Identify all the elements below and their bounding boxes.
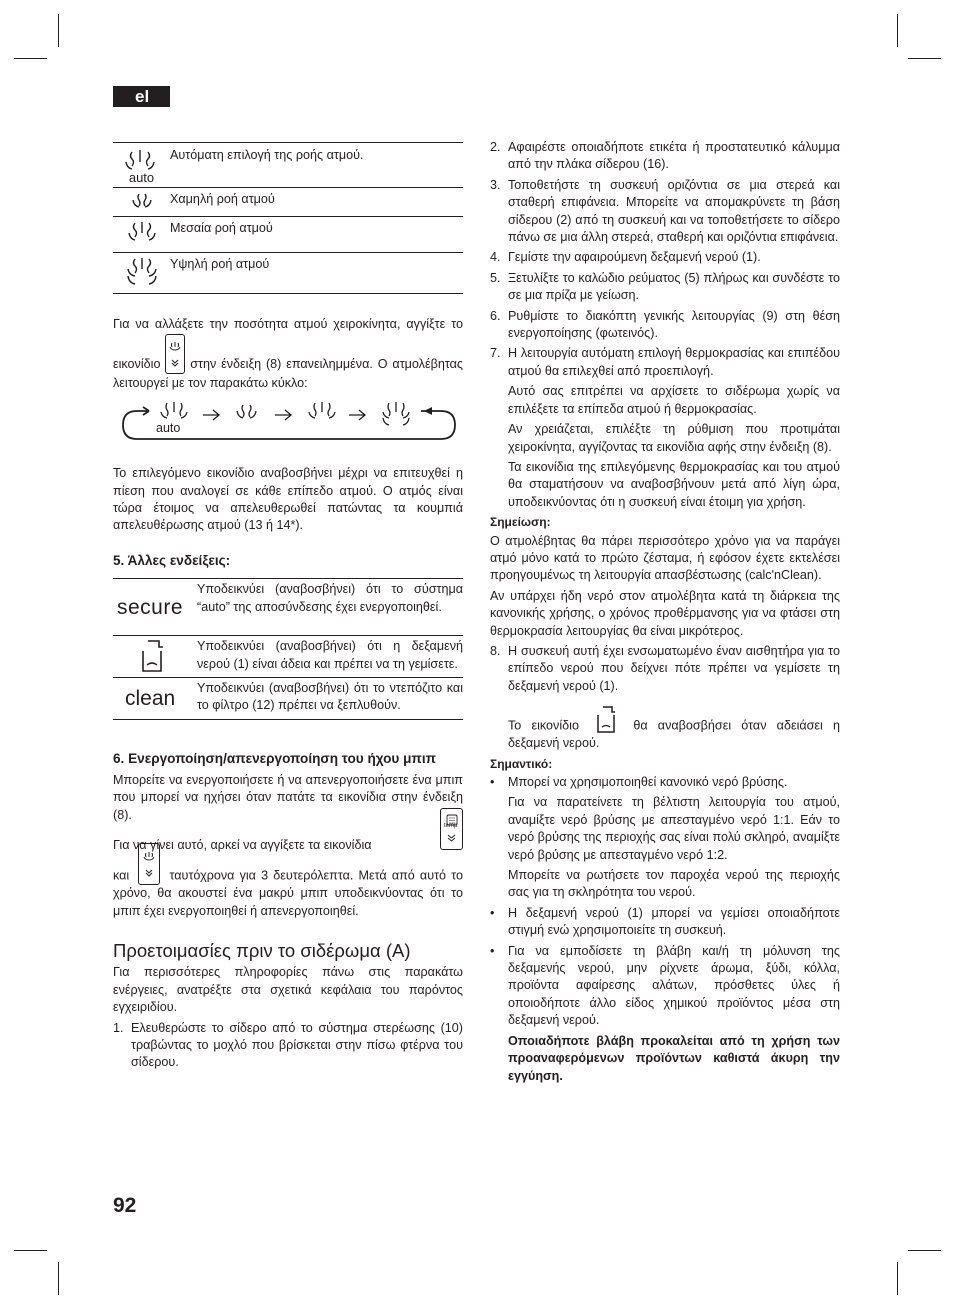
indicator-text: Υποδεικνύει (αναβοσβήνει) ότι το σύστημα “auto” της αποσύνδεσης έχει ενεργοποιηθεί. — [197, 582, 463, 614]
right-column — [490, 139, 840, 1085]
list-item — [113, 1020, 463, 1072]
paragraph: Αυτό σας επιτρέπει να αρχίσετε το σιδέρωμα χωρίς να επιλέξετε τα επίπεδα ατμού ή θερμοκρασίας. — [508, 384, 840, 416]
list-text: Η δεξαμενή νερού (1) μπορεί να γεμίσει οποιαδήποτε στιγμή ενώ χρησιμοποιείτε τη συσκευή. — [508, 905, 840, 938]
steam-touch-icon — [165, 334, 185, 374]
language-tab: el — [113, 86, 170, 107]
list-number: 7. — [490, 346, 501, 361]
indicator-table — [113, 578, 463, 720]
text: Το εικονίδιο — [508, 718, 579, 733]
steam-cycle-diagram — [119, 401, 461, 453]
left-column — [113, 142, 463, 1072]
water-tank-icon — [139, 639, 165, 675]
crop-mark — [14, 1250, 47, 1251]
list-item — [490, 943, 840, 1030]
table-row — [113, 252, 463, 293]
paragraph — [113, 865, 463, 920]
list-text: Αφαιρέστε οποιαδήποτε ετικέτα ή προστατευτικό κάλυμμα από την πλάκα σίδερου (16). — [508, 140, 840, 172]
steam-auto-text: Αυτόματη επιλογή της ροής ατμού. — [170, 143, 463, 188]
section-heading-preparation: Προετοιμασίες πριν το σιδέρωμα (A) — [113, 939, 411, 961]
note-label: Σημείωση: — [490, 515, 551, 530]
indicator-text: Υποδεικνύει (αναβοσβήνει) ότι η δεξαμενή νερού (1) είναι άδεια και πρέπει να τη γεμίσετε. — [197, 639, 463, 671]
table-row — [113, 188, 463, 217]
paragraph: Μπορείτε να ενεργοποιήσετε ή να απενεργοποιήσετε ένα μπιπ που μπορεί να ηχήσει όταν πατάτε τα εικονίδια στην ένδειξη (8). — [113, 772, 463, 822]
section-heading-5: 5. Άλλες ενδείξεις: — [113, 552, 231, 568]
list-item — [490, 905, 840, 940]
water-tank-icon — [595, 705, 617, 735]
temp-touch-icon — [440, 808, 463, 850]
list-number: 2. — [490, 140, 501, 154]
text: Για να αλλάξετε την ποσότητα ατμού χειροκίνητα, αγγίξτε το εικονίδιο — [113, 317, 463, 372]
text: ταυτόχρονα για 3 δευτερόλεπτα. Μετά από αυτό το χρόνο, θα ακουστεί ένα μακρύ μπιπ υποδεικνύοντας ότι το μπιπ έχει ενεργοποιηθεί ή απενεργοποιηθεί. — [113, 868, 463, 918]
crop-mark — [58, 14, 59, 47]
list-text: Τοποθετήστε τη συσκευή οριζόντια σε μια στερεά και σταθερή επιφάνεια. Μπορείτε να απομακρύνετε τη βάση σίδερου (2) από τη συσκευή και να τοποθετήσετε το σίδερο πάνω σε μια άλλη στερεά, σταθερή και οριζόντια επιφάνεια. — [508, 177, 840, 245]
steam-medium-icon — [126, 220, 158, 246]
list-text: Γεμίστε την αφαιρούμενη δεξαμενή νερού (1). — [508, 250, 761, 265]
steam-auto-label: auto — [128, 170, 155, 185]
steam-high-text: Υψηλή ροή ατμού — [170, 252, 463, 293]
text: και — [113, 868, 130, 883]
crop-mark — [58, 1262, 59, 1295]
crop-mark — [908, 1250, 941, 1251]
paragraph — [490, 705, 840, 752]
paragraph — [113, 823, 463, 855]
list-text: Μπορεί να χρησιμοποιηθεί κανονικό νερό βρύσης. — [508, 775, 788, 789]
list-number: 4. — [490, 250, 501, 265]
bullet: • — [490, 905, 495, 920]
table-row — [113, 579, 463, 636]
text: στην ένδειξη (8) επανειλημμένα. Ο ατμολέβητας λειτουργεί με τον παρακάτω κύκλο: — [113, 357, 463, 391]
list-number: 6. — [490, 308, 501, 323]
paragraph: Μπορείτε να ρωτήσετε τον παροχέα νερού της περιοχής σας για τη σκληρότητα του νερού. — [508, 868, 840, 900]
section-heading-6: 6. Ενεργοποίηση/απενεργοποίηση του ήχου μπιπ — [113, 750, 437, 766]
list-text: Για να εμποδίσετε τη βλάβη και/ή τη μόλυνση της δεξαμενής νερού, μην ρίχνετε άρωμα, ξύδι, κόλλα, προϊόντα αφαίρεσης αλάτων, πρόσθετες ύλες ή οποιοδήποτε άλλο είδος χημικού προϊόντος μέσα στη δεξαμενή νερού. — [508, 943, 840, 1028]
text: Για να γίνει αυτό, αρκεί να αγγίξετε τα εικονίδια — [113, 838, 372, 853]
steam-low-text: Χαμηλή ροή ατμού — [170, 188, 463, 217]
steam-low-icon — [130, 191, 154, 211]
list-item — [490, 177, 840, 247]
steam-level-table — [113, 142, 463, 294]
paragraph: Το επιλεγόμενο εικονίδιο αναβοσβήνει μέχρι να επιτευχθεί η πίεση που αναλογεί σε κάθε επίπεδο ατμού. Ο ατμός είναι τώρα έτοιμος να απελευθερωθεί πατώντας τα κουμπιά απελευθέρωσης ατμού (13 ή 14*). — [113, 466, 463, 533]
crop-mark — [897, 14, 898, 47]
list-text: Ρυθμίστε το διακόπτη γενικής λειτουργίας (9) στη θέση ενεργοποίησης (φωτεινός). — [508, 308, 840, 341]
list-item — [490, 139, 840, 174]
list-number: 5. — [490, 270, 501, 285]
paragraph: Τα εικονίδια της επιλεγόμενης θερμοκρασίας και του ατμού θα σταματήσουν να αναβοσβήνουν μετά από λίγη ώρα, υποδεικνύοντας ότι η συσκευή είναι έτοιμη για χρήση. — [508, 459, 840, 509]
crop-mark — [897, 1262, 898, 1295]
list-number: 8. — [490, 643, 501, 658]
steam-touch-icon-2 — [138, 843, 160, 885]
table-row — [113, 217, 463, 252]
table-row — [113, 678, 463, 720]
list-item — [490, 774, 840, 791]
paragraph — [113, 315, 463, 393]
cycle-auto-label: auto — [156, 421, 181, 436]
bullet: • — [490, 943, 495, 958]
bullet: • — [490, 775, 495, 789]
text: θα αναβοσβήσει όταν αδειάσει η δεξαμενή νερού. — [508, 718, 841, 751]
list-text: Ξετυλίξτε το καλώδιο ρεύματος (5) πλήρως και συνδέστε το σε μια πρίζα με γείωση. — [508, 270, 840, 303]
table-row — [113, 143, 463, 188]
list-item — [490, 249, 840, 266]
list-item — [490, 643, 840, 695]
warranty-warning: Οποιαδήποτε βλάβη προκαλείται από τη χρήση των προαναφερόμενων προϊόντων καθιστά άκυρη την εγγύηση. — [508, 1033, 840, 1083]
crop-mark — [908, 58, 941, 59]
list-item — [490, 345, 840, 380]
paragraph: Για να παρατείνετε τη βέλτιστη λειτουργία του ατμού, αναμίξτε νερό βρύσης με απεσταγμένο νερό 1:1. Εάν το νερό βρύσης της περιοχής σας είναι πολύ σκληρό, αναμίξτε νερό βρύσης με απεσταγμένο νερό 1:2. — [508, 795, 840, 862]
list-text: Η συσκευή αυτή έχει ενσωματωμένο έναν αισθητήρα για το επίπεδο νερού που δείχνει πότε πρέπει να γεμίσετε τη δεξαμενή νερού (1). — [508, 643, 840, 693]
paragraph: Αν χρειάζεται, επιλέξτε τη ρύθμιση που προτιμάται χειροκίνητα, αγγίζοντας τα εικονίδια αφής στην ένδειξη (8). — [508, 422, 840, 454]
steam-medium-text: Μεσαία ροή ατμού — [170, 217, 463, 252]
indicator-text: Υποδεικνύει (αναβοσβήνει) ότι το ντεπόζιτο και το φίλτρο (12) πρέπει να ξεπλυθούν. — [197, 681, 463, 713]
crop-mark — [14, 58, 47, 59]
list-text: Η λειτουργία αυτόματη επιλογή θερμοκρασίας και επιπέδου ατμού θα επιλεχθεί από προεπιλογή. — [508, 346, 840, 378]
list-item — [490, 308, 840, 343]
temp-label: temp — [444, 823, 458, 830]
important-label: Σημαντικό: — [490, 756, 553, 771]
list-item — [490, 270, 840, 305]
paragraph: Για περισσότερες πληροφορίες πάνω στις παρακάτω ενέργειες, ανατρέξτε στα σχετικά κεφάλαια του παρόντος εγχειριδίου. — [113, 965, 463, 1015]
clean-indicator-icon: clean — [125, 686, 176, 710]
paragraph: Αν υπάρχει ήδη νερό στον ατμολέβητα κατά τη διάρκεια της κανονικής χρήσης, ο χρόνος προθέρμανσης για να φτάσει στη θερμοκρασία λειτουργίας θα είναι μικρότερος. — [490, 588, 840, 638]
table-row — [113, 636, 463, 678]
paragraph: Ο ατμολέβητας θα πάρει περισσότερο χρόνο για να παράγει ατμό μόνο κατά το πρώτο ζέσταμα, ή εφόσον έχετε εκτελέσει προηγουμένως τη λειτουργία απασβέστωσης (calc'nClean). — [490, 533, 840, 583]
secure-indicator-icon: secure — [117, 595, 184, 619]
steam-high-icon — [125, 256, 159, 288]
page-number: 92 — [113, 1194, 137, 1217]
list-text: Ελευθερώστε το σίδερο από το σύστημα στερέωσης (10) τραβώντας το μοχλό που βρίσκεται στην πίσω φτέρνα του σίδερου. — [131, 1020, 463, 1070]
list-number: 3. — [490, 177, 501, 192]
list-number: 1. — [113, 1020, 124, 1035]
